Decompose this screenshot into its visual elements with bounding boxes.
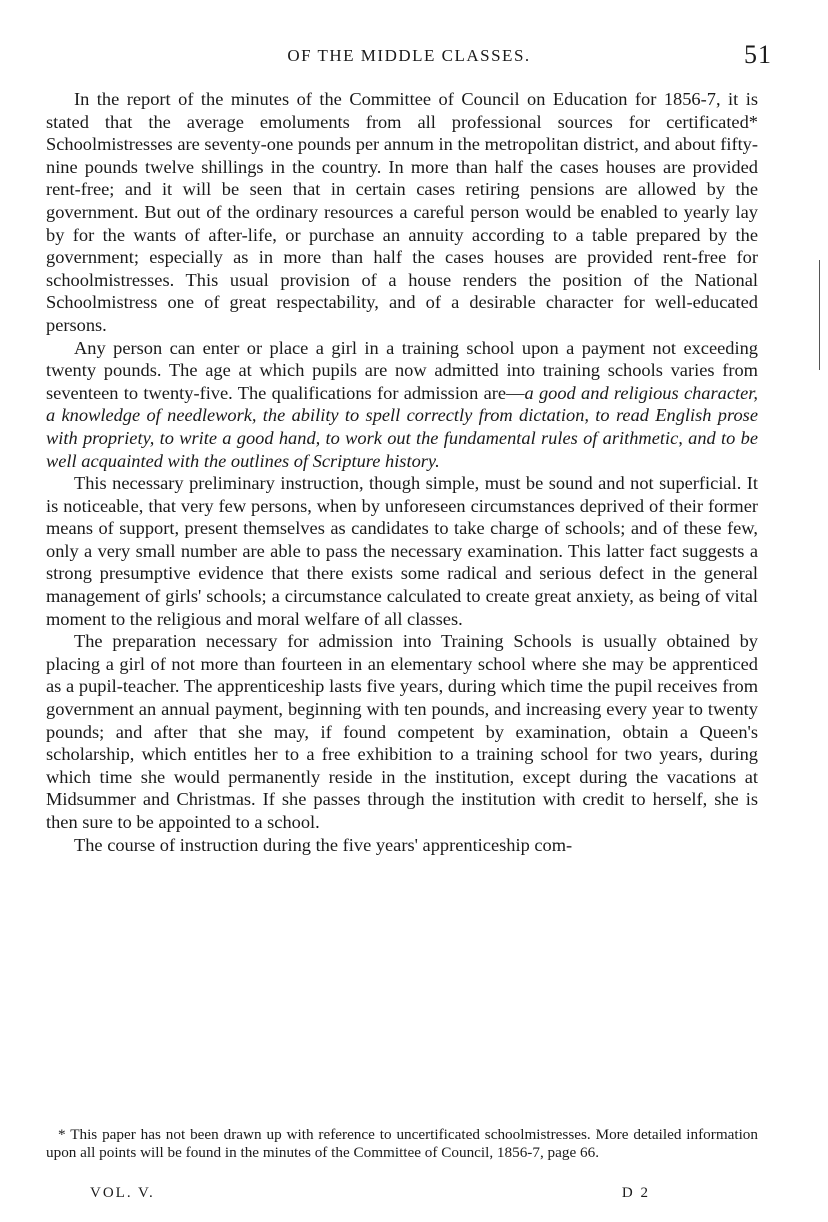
signature-line — [90, 1185, 650, 1205]
footnote-text: * This paper has not been drawn up with reference to uncertificated schoolmistresses. More detailed information upon all points will be found in the minutes of the Committee of Council, 1856-7, page 66. — [46, 1126, 758, 1161]
page-header — [46, 40, 772, 70]
body-text — [46, 88, 758, 856]
footnote — [46, 1126, 758, 1161]
paragraph-preliminary-instruction: This necessary preliminary instruction, though simple, must be sound and not superficial. It is noticeable, that very few persons, when by unforeseen circumstances deprived of their former means of support, present themselves as candidates to take charge of schools; and of these few, only a very small number are able to pass the necessary examination. This latter fact suggests a strong presumptive evidence that there exists some radical and serious defect in the general management of girls' schools; a circumstance calculated to create great anxiety, as being of vital moment to the religious and moral welfare of all classes. — [46, 473, 758, 629]
admission-text: Any person can enter or place a girl in a training school upon a payment not exceeding twenty pounds. The age at which pupils are now admitted into training schools varies from seventeen to twenty-five. The qualifications for admission are— — [46, 337, 758, 403]
running-head: OF THE MIDDLE CLASSES. — [287, 46, 531, 65]
qualifications-list: a good and religious character, a knowledge of needlework, the ability to spell correctly from dictation, to read English prose with propriety, to write a good hand, to work out the fundamental rules of arithmetic, and to be well acquainted with the outlines of Scripture history. — [46, 382, 758, 471]
page-edge-line — [819, 260, 820, 370]
sheet-signature: D 2 — [621, 1185, 650, 1201]
paragraph-course-of-instruction: The course of instruction during the five years' apprenticeship com- — [74, 834, 573, 855]
volume-mark: VOL. V. — [90, 1185, 155, 1201]
page-number: 51 — [744, 40, 772, 69]
paragraph-emoluments: In the report of the minutes of the Committee of Council on Education for 1856-7, it is stated that the average emoluments from all professional sources for certificated* Schoolmistresses are seventy-one pounds per annum in the metropolitan district, and about fifty-nine pounds twelve shillings in the country. In more than half the cases houses are provided rent-free; and it will be seen that in certain cases retiring pensions are allowed by the government. But out of the ordinary resources a careful person would be enabled to yearly lay by for the wants of after-life, or purchase an annuity according to a table prepared by the government; especially as in more than half the cases houses are provided rent-free for schoolmistresses. This usual provision of a house renders the position of the National Schoolmistress one of great respectability, and of a desirable character for well-educated persons. — [46, 89, 758, 335]
paragraph-preparation: The preparation necessary for admission into Training Schools is usually obtained by placing a girl of not more than fourteen in an elementary school where she may be apprenticed as a pupil-teacher. The apprenticeship lasts five years, during which time the pupil receives from government an annual payment, beginning with ten pounds, and increasing every year to twenty pounds; and after that she may, if found competent by examination, obtain a Queen's scholarship, which entitles her to a free exhibition to a training school for two years, during which time she would permanently reside in the institution, except during the vacations at Midsummer and Christmas. If she passes through the institution with credit to herself, she is then sure to be appointed to a school. — [46, 631, 758, 832]
paragraph-admission — [46, 337, 758, 473]
